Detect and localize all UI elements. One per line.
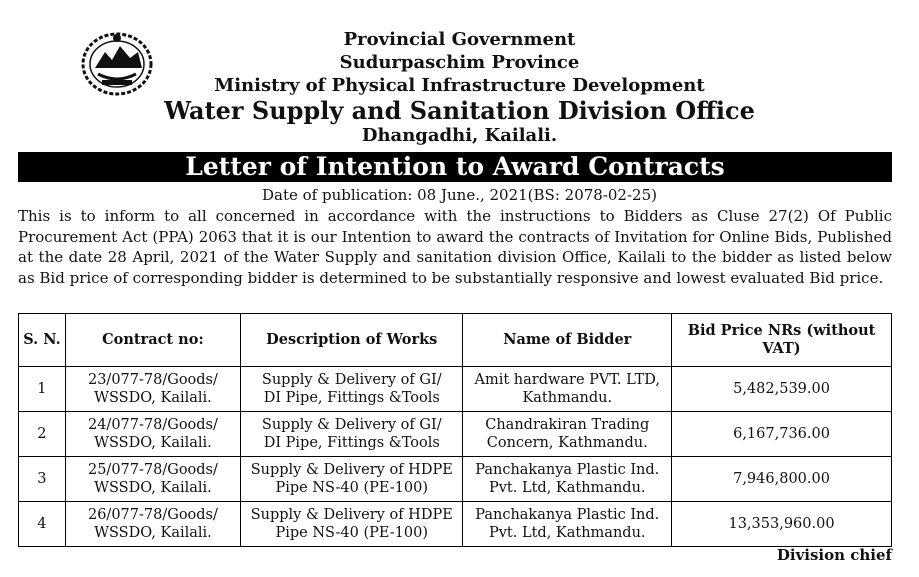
location-heading: Dhangadhi, Kailali. <box>361 125 558 146</box>
office-heading: Water Supply and Sanitation Division Office <box>164 96 755 125</box>
row-contract: 26/077-78/Goods/ WSSDO, Kailali. <box>65 502 240 547</box>
row-contract: 25/077-78/Goods/ WSSDO, Kailali. <box>65 457 240 502</box>
row-price: 5,482,539.00 <box>672 367 892 412</box>
header-description: Description of Works <box>241 314 463 367</box>
award-table <box>18 313 892 547</box>
table-row <box>19 412 892 457</box>
row-price: 6,167,736.00 <box>672 412 892 457</box>
province-heading: Sudurpaschim Province <box>339 52 580 73</box>
row-price: 13,353,960.00 <box>672 502 892 547</box>
row-description: Supply & Delivery of HDPE Pipe NS-40 (PE-100) <box>241 457 463 502</box>
row-description: Supply & Delivery of GI/ DI Pipe, Fittings &Tools <box>241 367 463 412</box>
row-bidder: Panchakanya Plastic Ind. Pvt. Ltd, Kathmandu. <box>463 502 672 547</box>
table-row <box>19 502 892 547</box>
row-sn: 3 <box>19 457 66 502</box>
header-sn: S. N. <box>19 314 66 367</box>
header-bidder: Name of Bidder <box>463 314 672 367</box>
row-price: 7,946,800.00 <box>672 457 892 502</box>
header-bid-price: Bid Price NRs (without VAT) <box>672 314 892 367</box>
document-title-banner: Letter of Intention to Award Contracts <box>18 152 892 182</box>
row-contract: 24/077-78/Goods/ WSSDO, Kailali. <box>65 412 240 457</box>
signature-division-chief: Division chief <box>776 546 892 564</box>
intro-paragraph: This is to inform to all concerned in accordance with the instructions to Bidders as Cluse 27(2) Of Public Procurement Act (PPA) 2063 that it is our Intention to award the contracts of Invitation for Online Bids, Published at the date 28 April, 2021 of the Water Supply and sanitation division Office, Kailali to the bidder as listed below as Bid price of corresponding bidder is determined to be substantially responsive and lowest evaluated Bid price. <box>18 207 892 287</box>
row-bidder: Chandrakiran Trading Concern, Kathmandu. <box>463 412 672 457</box>
row-sn: 4 <box>19 502 66 547</box>
table-row <box>19 457 892 502</box>
row-description: Supply & Delivery of HDPE Pipe NS-40 (PE-100) <box>241 502 463 547</box>
ministry-heading: Ministry of Physical Infrastructure Development <box>214 75 705 96</box>
row-sn: 2 <box>19 412 66 457</box>
row-sn: 1 <box>19 367 66 412</box>
row-bidder: Panchakanya Plastic Ind. Pvt. Ltd, Kathmandu. <box>463 457 672 502</box>
provincial-government-heading: Provincial Government <box>343 29 576 50</box>
publication-date: Date of publication: 08 June., 2021(BS: 2078-02-25) <box>262 186 657 204</box>
table-row <box>19 367 892 412</box>
header-contract: Contract no: <box>65 314 240 367</box>
table-header-row <box>19 314 892 367</box>
row-contract: 23/077-78/Goods/ WSSDO, Kailali. <box>65 367 240 412</box>
row-bidder: Amit hardware PVT. LTD, Kathmandu. <box>463 367 672 412</box>
row-description: Supply & Delivery of GI/ DI Pipe, Fittings &Tools <box>241 412 463 457</box>
